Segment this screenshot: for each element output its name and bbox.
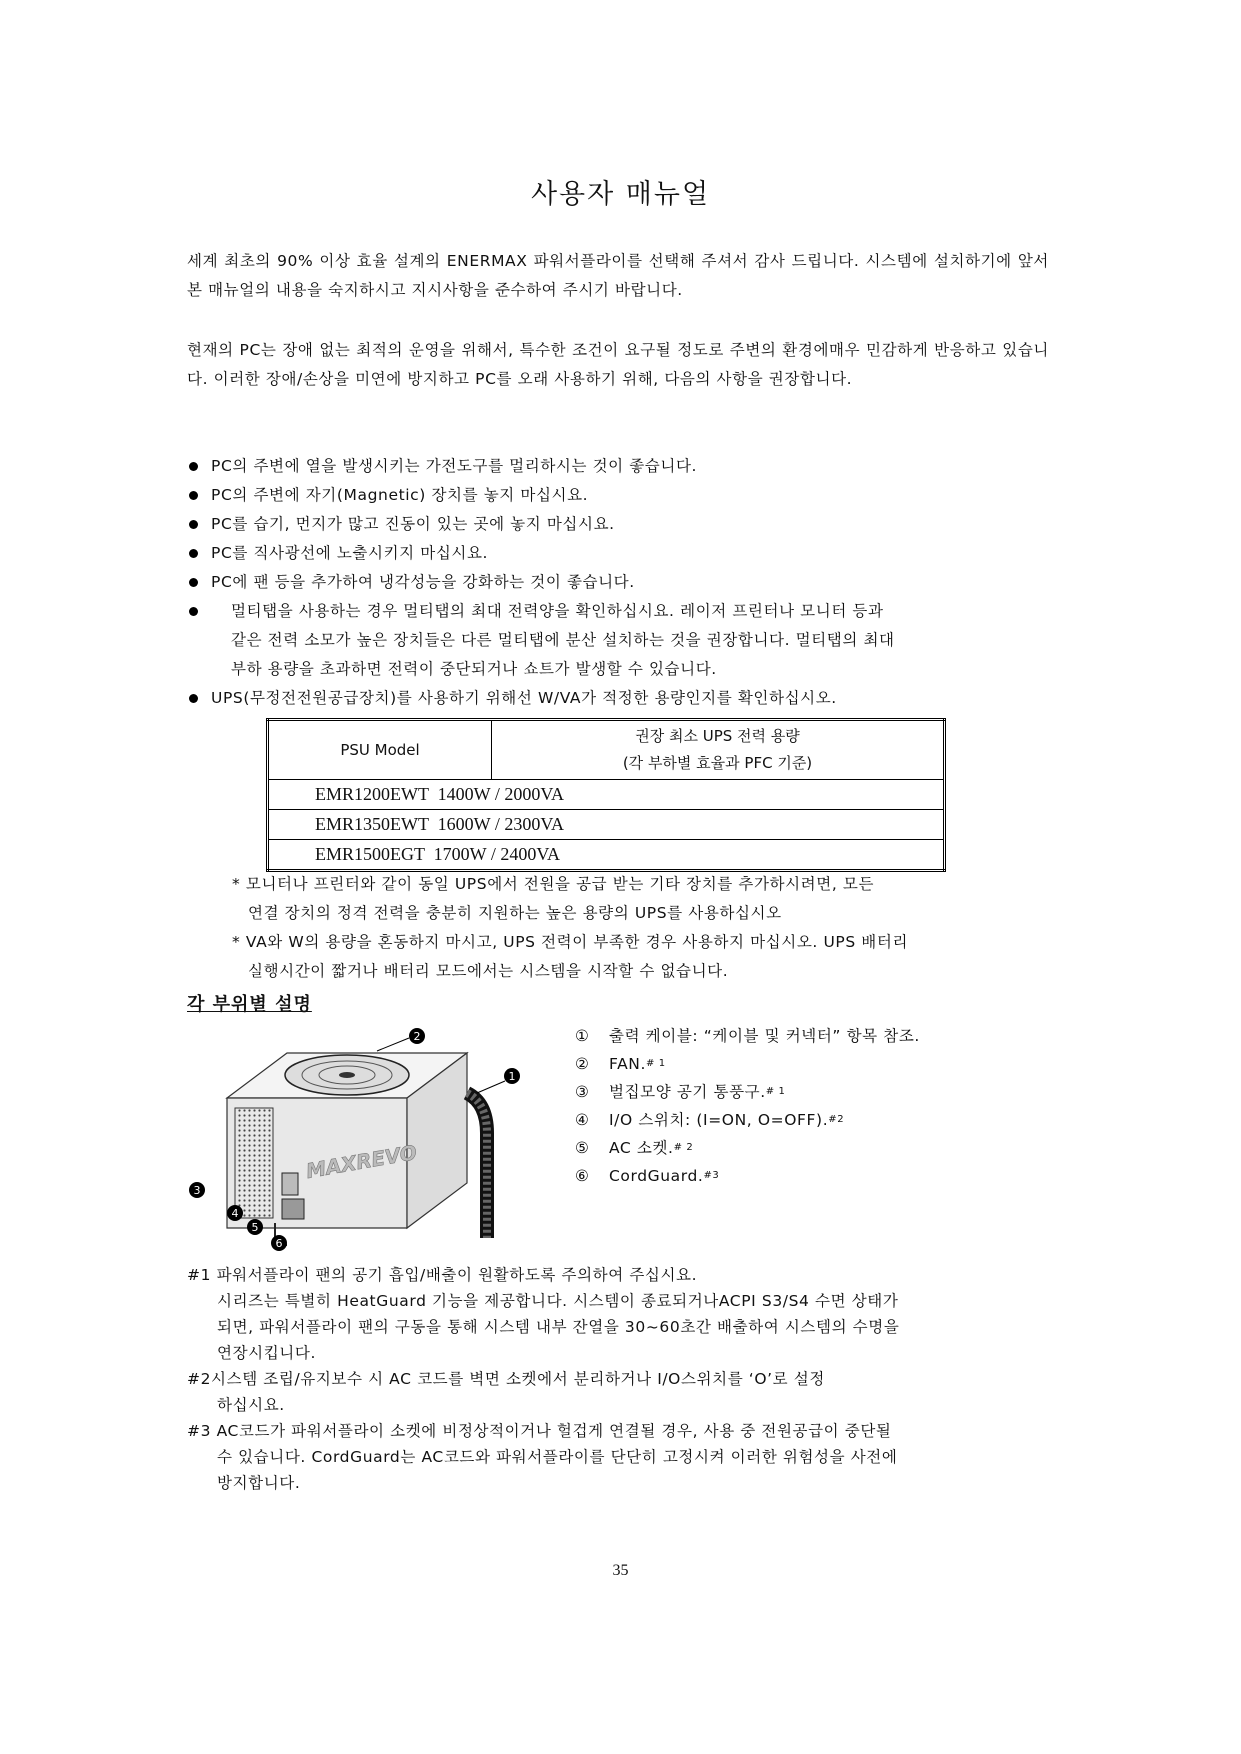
list-item: PC를 직사광선에 노출시키지 마십시요. <box>187 539 1067 568</box>
page-number: 35 <box>612 1562 629 1579</box>
footnotes: #1 파워서플라이 팬의 공기 흡입/배출이 원활하도록 주의하여 주십시요. 시리즈는 특별히 HeatGuard 기능을 제공합니다. 시스템이 종료되거나ACPI S3/S4 수면 상태가 되면, 파워서플라이 팬의 구동을 통해 시스템 내부 잔열을 30~60초간 배출하여 시스템의 수명을 연장시킵니다. #2시스템 조립/유지보수 시 AC 코드를 벽면 소켓에서 분리하거나 I/O스위치를 ‘O’로 설정 하십시요. #3 AC코드가 파워서플라이 소켓에 비정상적이거나 헐겁게 연결될 경우, 사용 중 전원공급이 중단될 수 있습니다. CordGuard는 AC코드와 파워서플라이를 단단히 고정시켜 이러한 위험성을 사전에 방지합니다. <box>187 1266 900 1492</box>
vent-icon <box>235 1108 273 1218</box>
section-title-parts: 각 부위별 설명 <box>187 994 312 1015</box>
table-row: EMR1200EWT 1400W / 2000VA <box>268 780 945 810</box>
column-header-psu-model: PSU Model <box>268 720 492 780</box>
svg-text:1: 1 <box>508 1070 516 1083</box>
bullet-icon <box>189 491 198 500</box>
list-item: PC의 주변에 자기(Magnetic) 장치를 놓지 마십시요. <box>187 481 1067 510</box>
callout-3 <box>189 1182 205 1198</box>
intro-paragraph-2: 현재의 PC는 장애 없는 최적의 운영을 위해서, 특수한 조건이 요구될 정도로 주변의 환경에매우 민감하게 반응하고 있습니다. 이러한 장애/손상을 미연에 방지하고 PC를 오래 사용하기 위해, 다음의 사항을 권장합니다. <box>187 341 1049 388</box>
intro-paragraph-1: 세계 최초의 90% 이상 효율 설계의 ENERMAX 파워서플라이를 선택해 주셔서 감사 드립니다. 시스템에 설치하기에 앞서 본 매뉴얼의 내용을 숙지하시고 지시사항을 준수하여 주시기 바랍니다. <box>187 252 1049 299</box>
list-item: PC의 주변에 열을 발생시키는 가전도구를 멀리하시는 것이 좋습니다. <box>187 452 1067 481</box>
table-row: EMR1350EWT 1600W / 2300VA <box>268 810 945 840</box>
table-row: EMR1500EGT 1700W / 2400VA <box>268 840 945 871</box>
table-header-row <box>268 720 945 780</box>
list-item-ups: UPS(무정전전원공급장치)를 사용하기 위해선 W/VA가 적정한 용량인지를 확인하십시오. <box>187 684 1067 713</box>
bullet-icon <box>189 694 198 703</box>
list-item: ⑤ AC 소켓. # 2 <box>575 1139 694 1157</box>
list-item: ⑥ CordGuard. #3 <box>575 1167 720 1185</box>
list-item-multitap: 멀티탭을 사용하는 경우 멀티탭의 최대 전력양을 확인하십시요. 레이저 프린터나 모니터 등과 같은 전력 소모가 높은 장치들은 다른 멀티탭에 분산 설치하는 것을 권장합니다. 멀티탭의 최대 부하 용량을 초과하면 전력이 중단되거나 쇼트가 발생할 수 있습니다. <box>187 597 1067 684</box>
parts-list <box>575 1022 920 1190</box>
callout-1 <box>504 1068 520 1084</box>
list-item: ③ 벌집모양 공기 통풍구. # 1 <box>575 1083 786 1101</box>
callout-5 <box>247 1219 263 1235</box>
bullet-icon <box>189 520 198 529</box>
io-switch-icon <box>282 1173 298 1195</box>
callout-2 <box>409 1028 425 1044</box>
bullet-icon <box>189 462 198 471</box>
bullet-icon <box>189 607 198 616</box>
ac-socket-icon <box>282 1199 304 1219</box>
svg-text:2: 2 <box>413 1030 421 1043</box>
list-item: ① 출력 케이블: “케이블 및 커넥터” 항목 참조. <box>575 1027 920 1045</box>
list-item: ② FAN. # 1 <box>575 1055 666 1073</box>
psu-diagram <box>187 1023 557 1253</box>
svg-text:6: 6 <box>275 1237 283 1250</box>
svg-text:5: 5 <box>251 1221 259 1234</box>
list-item: PC에 팬 등을 추가하여 냉각성능을 강화하는 것이 좋습니다. <box>187 568 1067 597</box>
bullet-icon <box>189 578 198 587</box>
bullet-icon <box>189 549 198 558</box>
svg-text:4: 4 <box>231 1207 239 1220</box>
ups-capacity-table <box>266 718 946 872</box>
list-item: ④ I/O 스위치: (I=ON, O=OFF). #2 <box>575 1111 845 1129</box>
callout-4 <box>227 1205 243 1221</box>
column-header-ups-capacity: 권장 최소 UPS 전력 용량 (각 부하별 효율과 PFC 기준) <box>492 720 945 780</box>
list-item: PC를 습기, 먼지가 많고 진동이 있는 곳에 놓지 마십시요. <box>187 510 1067 539</box>
page-title: 사용자 매뉴얼 <box>530 179 711 210</box>
recommendation-list <box>187 452 1067 713</box>
brand-logo: MAXREVO <box>304 1140 419 1184</box>
ups-notes: * 모니터나 프린터와 같이 동일 UPS에서 전원을 공급 받는 기타 장치를 추가하시려면, 모든 연결 장치의 정격 전력을 충분히 지원하는 높은 용량의 UPS를 사용하십시오 * VA와 W의 용량을 혼동하지 마시고, UPS 전력이 부족한 경우 사용하지 마십시오. UPS 배터리 실행시간이 짧거나 배터리 모드에서는 시스템을 시작할 수 없습니다. <box>232 875 909 980</box>
svg-text:3: 3 <box>193 1184 201 1197</box>
callout-6 <box>271 1235 287 1251</box>
